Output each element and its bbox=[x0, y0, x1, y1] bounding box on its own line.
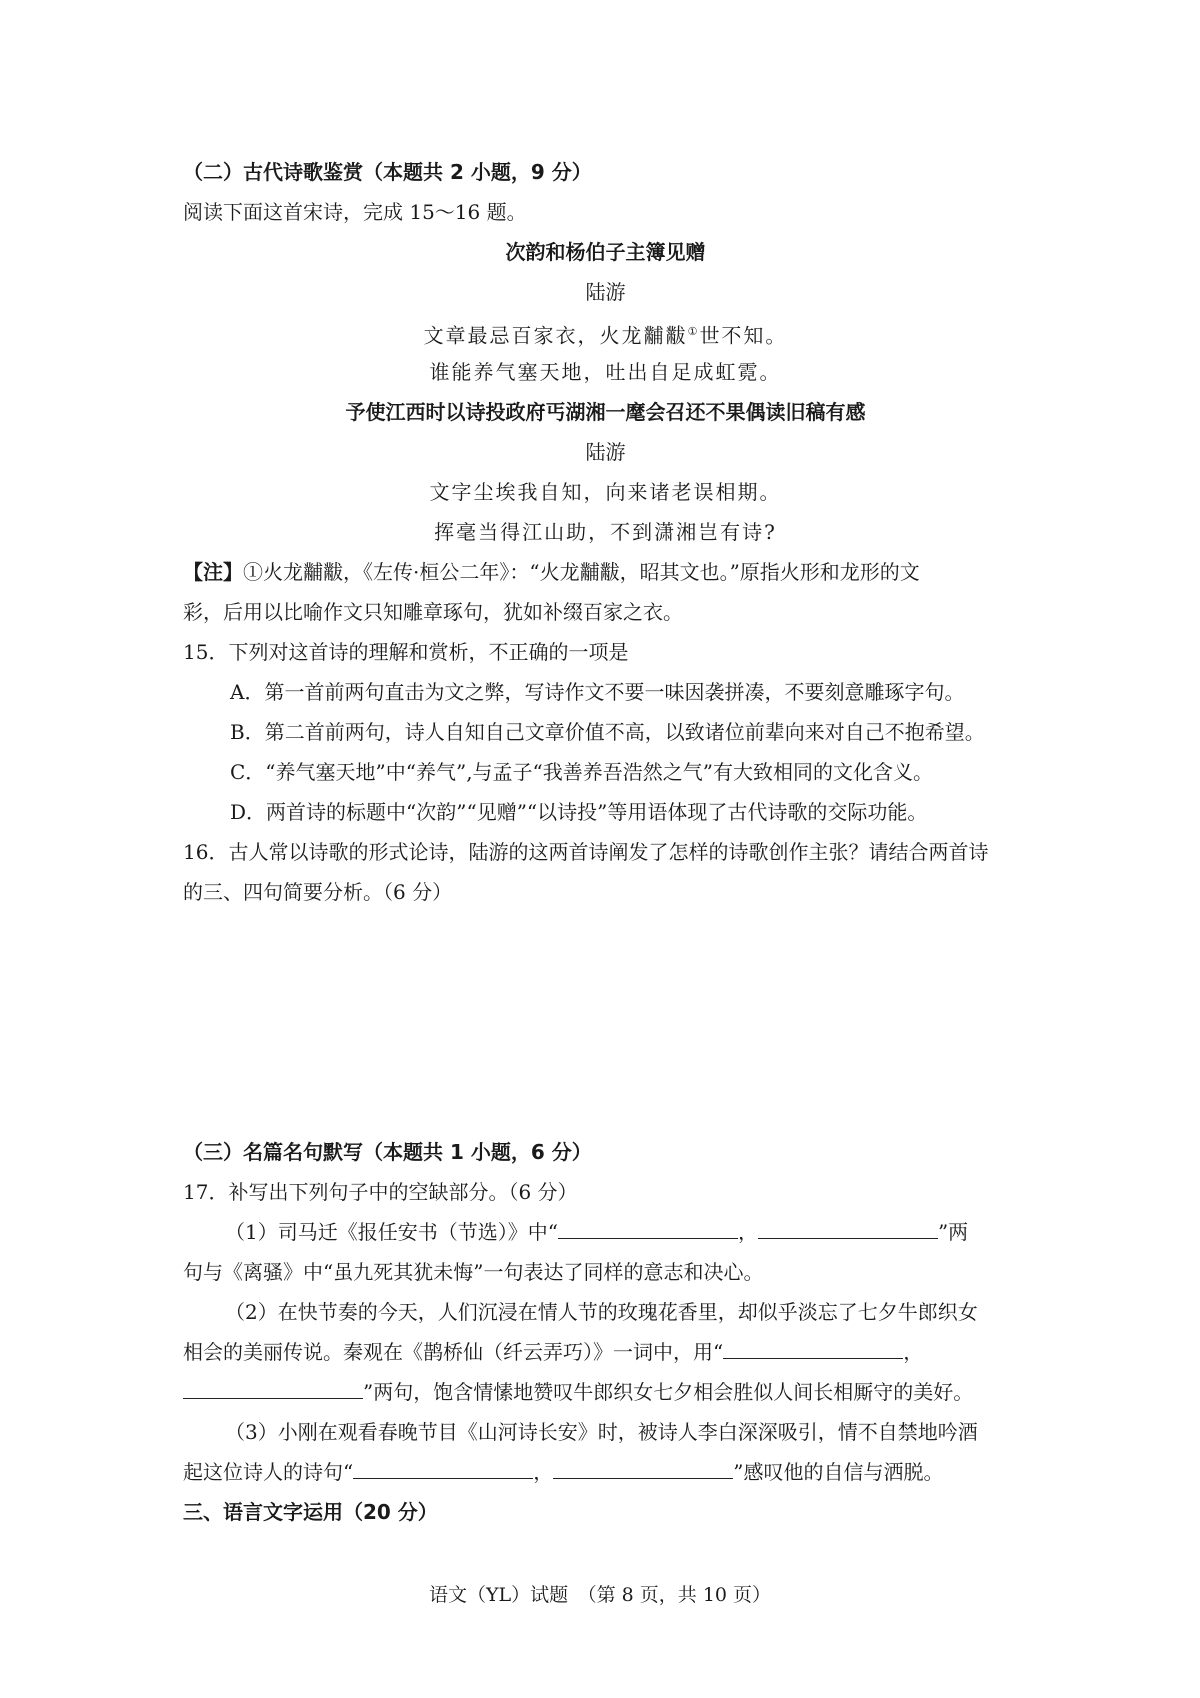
q17-p2-line2 bbox=[183, 1337, 1028, 1367]
answer-blank[interactable] bbox=[353, 1458, 533, 1479]
note-line1 bbox=[183, 557, 1028, 587]
answer-blank[interactable] bbox=[183, 1378, 363, 1399]
q17-p3-comma: ， bbox=[533, 1460, 554, 1484]
note-line2: 彩，后用以比喻作文只知雕章琢句，犹如补缀百家之衣。 bbox=[183, 600, 683, 624]
poem2-line1: 文字尘埃我自知，向来诸老误相期。 bbox=[429, 480, 782, 504]
part3-heading: 三、语言文字运用（20 分） bbox=[183, 1500, 438, 1524]
answer-blank[interactable] bbox=[558, 1218, 738, 1239]
q17-p1-line1 bbox=[225, 1217, 1028, 1247]
section-heading-recitation: （三）名篇名句默写（本题共 1 小题，6 分） bbox=[183, 1140, 592, 1164]
q17-p2-line1: （2）在快节奏的今天，人们沉浸在情人节的玫瑰花香里，却似乎淡忘了七夕牛郎织女 bbox=[225, 1300, 978, 1324]
q17-stem: 17．补写出下列句子中的空缺部分。（6 分） bbox=[183, 1180, 578, 1204]
q17-p2-text-b: ”两句，饱含情愫地赞叹牛郎织女七夕相会胜似人间长相厮守的美好。 bbox=[363, 1380, 974, 1404]
note-label: 【注】 bbox=[183, 560, 243, 584]
poem1-line1-b: 世不知。 bbox=[699, 323, 788, 348]
q17-p3-line2 bbox=[183, 1457, 1028, 1487]
poem1-line1 bbox=[183, 317, 1028, 351]
q17-p1-text-a: （1）司马迁《报任安书（节选）》中“ bbox=[225, 1220, 558, 1244]
q17-p3-line1: （3）小刚在观看春晚节目《山河诗长安》时，被诗人李白深深吸引，情不自禁地吟酒 bbox=[225, 1420, 978, 1444]
q17-p2-line3 bbox=[183, 1377, 1028, 1407]
q15-option-b: B．第二首前两句，诗人自知自己文章价值不高，以致诸位前辈向来对自己不抱希望。 bbox=[230, 720, 985, 744]
q16-line1: 16．古人常以诗歌的形式论诗，陆游的这两首诗阐发了怎样的诗歌创作主张？请结合两首诗 bbox=[183, 840, 989, 864]
q15-stem: 15．下列对这首诗的理解和赏析，不正确的一项是 bbox=[183, 640, 629, 664]
page-footer: 语文（YL）试题 （第 8 页，共 10 页） bbox=[428, 1584, 772, 1606]
poem1-line1-a: 文章最忌百家衣，火龙黼黻 bbox=[423, 323, 688, 348]
q17-p2-text-a: 相会的美丽传说。秦观在《鹊桥仙（纤云弄巧）》一词中，用“ bbox=[183, 1340, 724, 1364]
poem1-author: 陆游 bbox=[585, 280, 626, 304]
q17-p3-text-a: 起这位诗人的诗句“ bbox=[183, 1460, 354, 1484]
poem1-line2: 谁能养气塞天地，吐出自足成虹霓。 bbox=[429, 360, 782, 384]
q17-p2-comma: ， bbox=[903, 1340, 924, 1364]
note-text-1: ①火龙黼黻，《左传·桓公二年》：“火龙黼黻，昭其文也。”原指火形和龙形的文 bbox=[243, 560, 920, 584]
poem1-title: 次韵和杨伯子主簿见赠 bbox=[505, 240, 706, 264]
q15-option-d: D．两首诗的标题中“次韵”“见赠”“以诗投”等用语体现了古代诗歌的交际功能。 bbox=[230, 800, 928, 824]
poem2-line2: 挥毫当得江山助，不到潇湘岂有诗? bbox=[434, 520, 777, 544]
instruction-text: 阅读下面这首宋诗，完成 15～16 题。 bbox=[183, 200, 527, 224]
answer-blank[interactable] bbox=[758, 1218, 938, 1239]
q17-p3-text-c: ”感叹他的自信与洒脱。 bbox=[733, 1460, 944, 1484]
q17-p1-comma: ， bbox=[737, 1220, 758, 1244]
q15-option-a: A．第一首前两句直击为文之弊，写诗作文不要一味因袭拼凑，不要刻意雕琢字句。 bbox=[230, 680, 965, 704]
q17-p1-line2: 句与《离骚》中“虽九死其犹未悔”一句表达了同样的意志和决心。 bbox=[183, 1260, 764, 1284]
footnote-marker: ① bbox=[687, 325, 700, 338]
answer-blank[interactable] bbox=[723, 1338, 903, 1359]
section-heading-poetry: （二）古代诗歌鉴赏（本题共 2 小题，9 分） bbox=[183, 160, 592, 184]
poem2-author: 陆游 bbox=[585, 440, 626, 464]
q16-line2: 的三、四句简要分析。（6 分） bbox=[183, 880, 453, 904]
q15-option-c: C．“养气塞天地”中“养气”,与孟子“我善养吾浩然之气”有大致相同的文化含义。 bbox=[230, 760, 934, 784]
q17-p1-text-b: ”两 bbox=[937, 1220, 969, 1244]
answer-blank[interactable] bbox=[553, 1458, 733, 1479]
poem2-title: 予使江西时以诗投政府丐湖湘一麾会召还不果偶读旧稿有感 bbox=[345, 400, 866, 424]
